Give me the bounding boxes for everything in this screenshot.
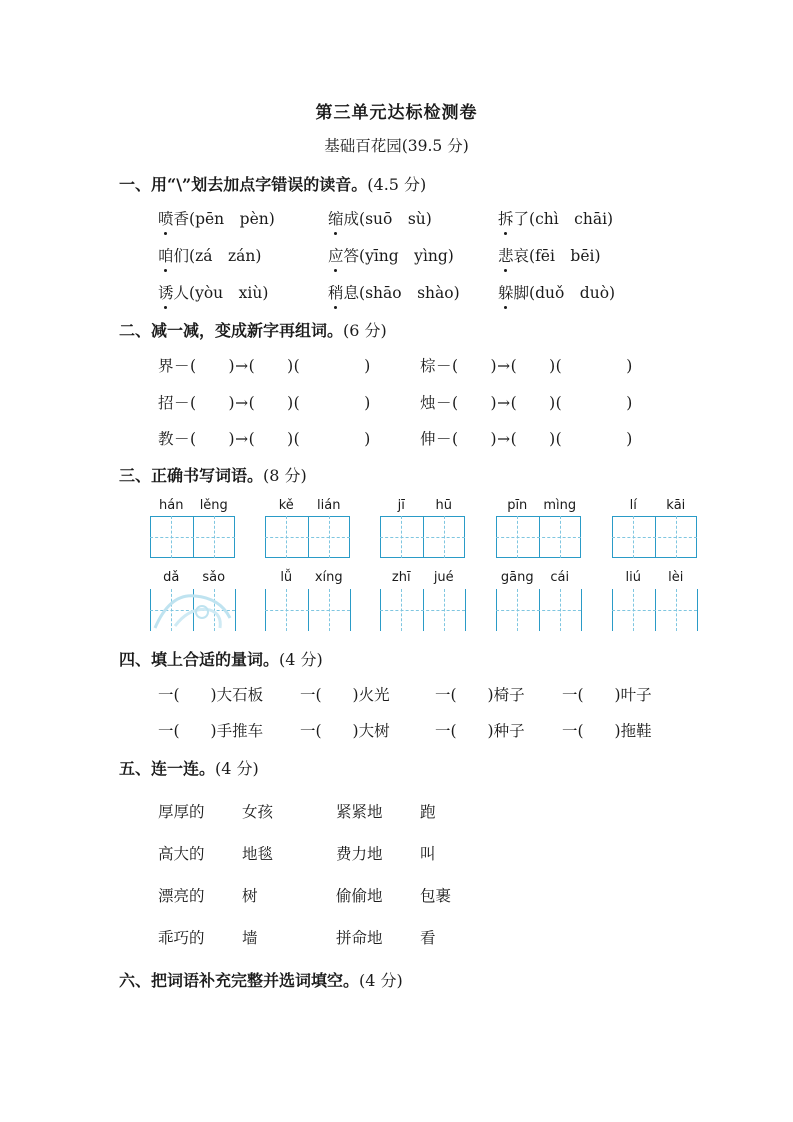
pinyin-item [498,207,613,229]
match-word: 厚厚的 [158,803,205,821]
dotted-character: 咱 [158,244,174,266]
match-word: 乖巧的 [158,929,205,947]
pinyin-options: 们(zá zán) [173,247,262,265]
box-edge [697,589,698,631]
pinyin-label: gāng [500,570,534,585]
box-edge [581,589,582,631]
pinyin-label: lèi [668,570,684,585]
dotted-character: 诱 [158,281,174,303]
pinyin-label: cái [550,570,570,585]
pinyin-item [158,281,268,303]
box-guide [380,610,465,611]
subtract-item: 棕－( )→( )( ) [420,357,633,375]
pinyin-label: kě [278,498,294,513]
measure-word-item: 一( )叶子 [562,686,652,704]
section-3-heading: 三、正确书写词语。(8 分) [119,466,307,485]
pinyin-item [158,244,261,266]
pinyin-item [498,281,615,303]
box-guide [401,589,402,631]
match-word: 看 [420,929,436,947]
subtract-item: 招－( )→( )( ) [158,394,371,412]
dotted-character: 悲 [498,244,514,266]
measure-word-item: 一( )拖鞋 [562,722,652,740]
pinyin-item [328,207,432,229]
subtract-item: 烛－( )→( )( ) [420,394,633,412]
box-guide [171,516,172,558]
dotted-character: 躲 [498,281,514,303]
match-word: 拼命地 [336,929,383,947]
page-subtitle: 基础百花园(39.5 分) [324,137,469,155]
match-word: 偷偷地 [336,887,383,905]
pinyin-options: 了(chì chāi) [513,210,614,228]
pinyin-label: dǎ [163,570,180,585]
match-word: 地毯 [242,845,274,863]
box-guide [496,537,581,538]
section-5-heading: 五、连一连。(4 分) [119,759,259,778]
subtract-item: 伸－( )→( )( ) [420,430,633,448]
section-6-heading: 六、把词语补充完整并选词填空。(4 分) [119,971,403,990]
box-guide [150,537,235,538]
pinyin-item [498,244,601,266]
pinyin-options: 人(yòu xiù) [173,284,269,302]
pinyin-label: mìng [543,498,577,513]
box-guide [329,516,330,558]
box-guide [612,610,697,611]
section-2-heading: 二、减一减，变成新字再组词。(6 分) [119,321,387,340]
box-guide [517,589,518,631]
pinyin-label: hū [435,498,452,513]
pinyin-options: 成(suō sù) [343,210,432,228]
pinyin-options: 香(pēn pèn) [173,210,275,228]
box-guide [329,589,330,631]
pinyin-label: lí [629,498,637,513]
box-guide [517,516,518,558]
dotted-character: 拆 [498,207,514,229]
measure-word-item: 一( )手推车 [158,722,264,740]
box-edge [465,589,466,631]
box-guide [612,537,697,538]
match-word: 紧紧地 [336,803,383,821]
measure-word-item: 一( )大石板 [158,686,264,704]
pinyin-label: pīn [507,498,528,513]
box-guide [265,537,350,538]
pinyin-label: lǚ [280,570,293,585]
dotted-character: 稍 [328,281,344,303]
match-word: 包裹 [420,887,452,905]
pinyin-label: lián [317,498,341,513]
dotted-character: 喷 [158,207,174,229]
box-guide [214,516,215,558]
pinyin-item [158,207,275,229]
match-word: 树 [242,887,258,905]
match-word: 女孩 [242,803,274,821]
pinyin-label: lěng [199,498,228,513]
box-guide [286,516,287,558]
dotted-character: 应 [328,244,344,266]
pinyin-label: xíng [314,570,343,585]
box-guide [560,589,561,631]
measure-word-item: 一( )种子 [435,722,525,740]
box-guide [560,516,561,558]
pinyin-label: zhī [391,570,411,585]
match-word: 高大的 [158,845,205,863]
box-guide [265,610,350,611]
pinyin-item [328,244,454,266]
match-word: 墙 [242,929,258,947]
box-edge [350,589,351,631]
box-guide [676,589,677,631]
pinyin-label: jī [397,498,405,513]
box-guide [633,516,634,558]
pinyin-options: 哀(fēi bēi) [513,247,601,265]
subtract-item: 教－( )→( )( ) [158,430,371,448]
pinyin-label: kāi [666,498,686,513]
box-guide [633,589,634,631]
box-guide [496,610,581,611]
section-4-heading: 四、填上合适的量词。(4 分) [119,650,323,669]
match-word: 漂亮的 [158,887,205,905]
pinyin-item [328,281,460,303]
measure-word-item: 一( )火光 [300,686,390,704]
pinyin-label: jué [433,570,454,585]
section-1-heading: 一、用“\”划去加点字错误的读音。(4.5 分) [119,175,427,194]
pinyin-label: liú [625,570,641,585]
measure-word-item: 一( )椅子 [435,686,525,704]
pinyin-options: 答(yīng yìng) [343,247,454,265]
subtract-item: 界－( )→( )( ) [158,357,371,375]
box-guide [286,589,287,631]
dotted-character: 缩 [328,207,344,229]
watermark-decoration-icon [150,588,240,632]
page-title: 第三单元达标检测卷 [315,103,478,123]
box-guide [401,516,402,558]
pinyin-label: sǎo [202,570,226,585]
box-guide [676,516,677,558]
box-guide [380,537,465,538]
match-word: 费力地 [336,845,383,863]
box-guide [444,516,445,558]
match-word: 叫 [420,845,436,863]
pinyin-label: hán [159,498,184,513]
measure-word-item: 一( )大树 [300,722,390,740]
pinyin-options: 息(shāo shào) [343,284,460,302]
pinyin-options: 脚(duǒ duò) [513,284,616,302]
match-word: 跑 [420,803,436,821]
box-guide [444,589,445,631]
